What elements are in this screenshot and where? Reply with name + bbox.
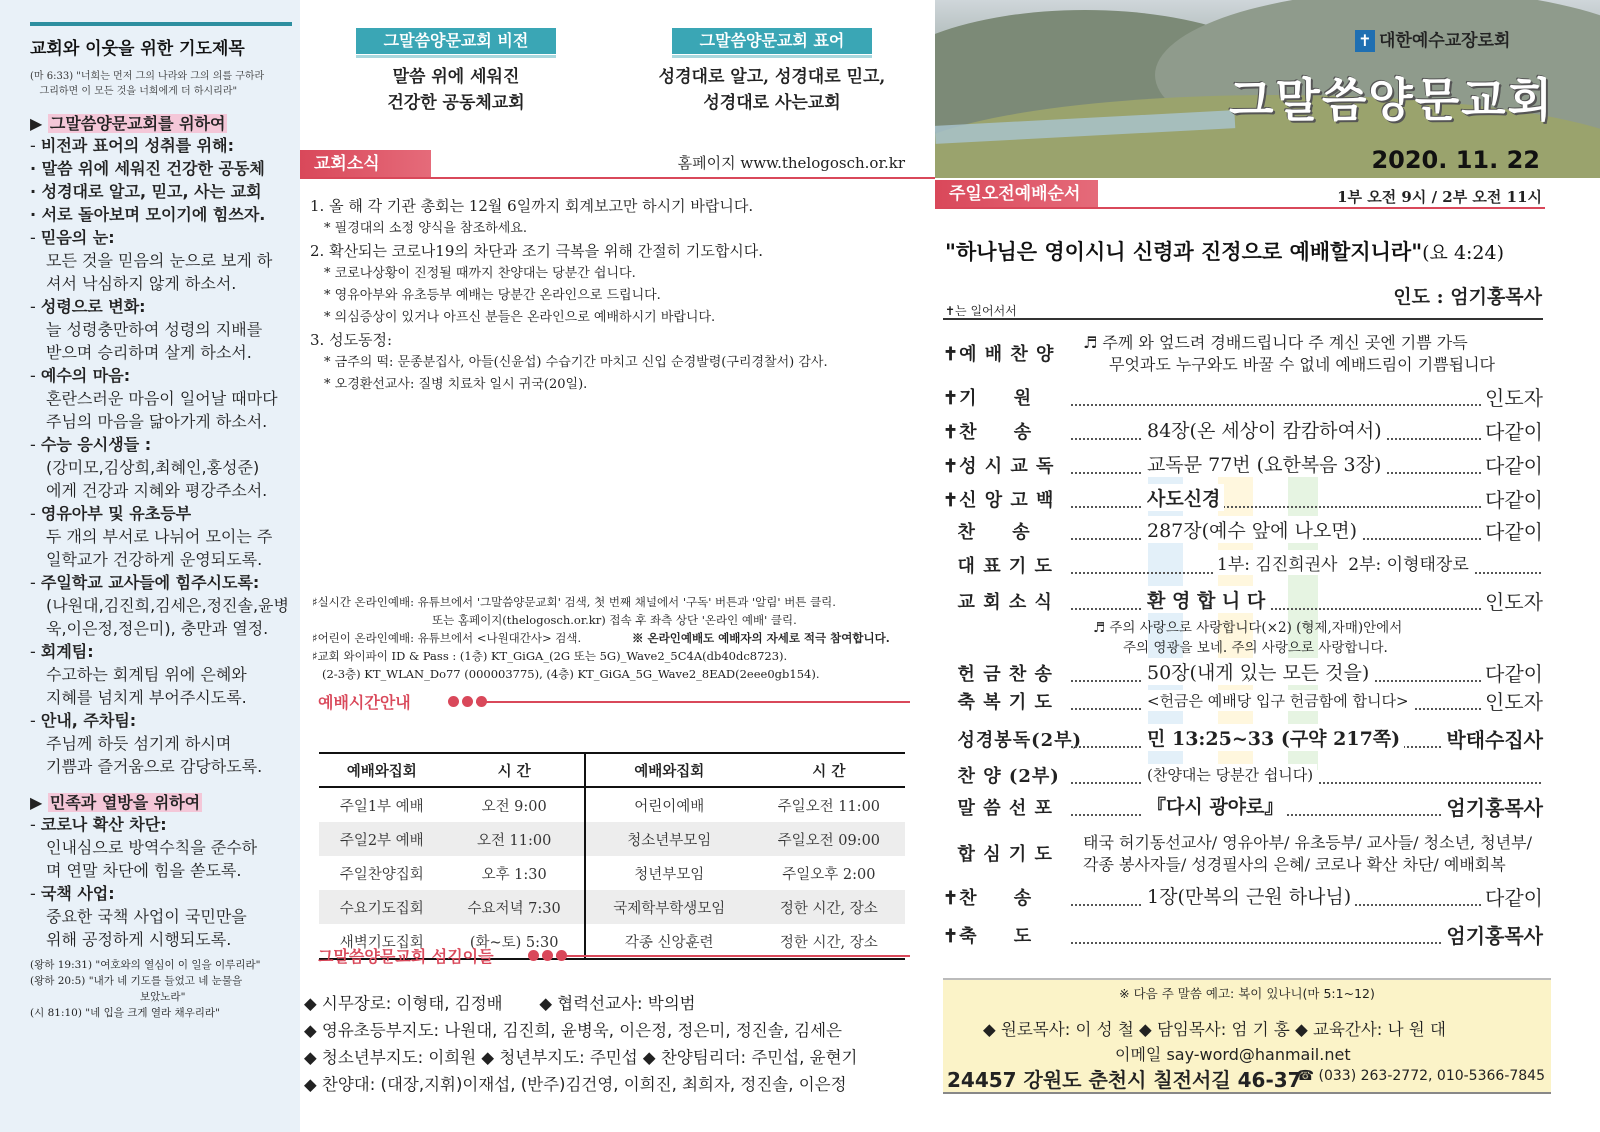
order-label: ✝예 배 찬 양 — [943, 344, 1055, 365]
order-lyric-line: 무엇과도 누구와도 바꿀 수 없네 예배드림이 기쁨됩니다 — [1109, 355, 1496, 374]
order-row — [943, 484, 1543, 518]
order-content: (찬양대는 당분간 쉽니다) — [1143, 764, 1317, 785]
prayer-item-text: · 서로 돌아보며 모이기에 힘쓰자. — [30, 205, 266, 224]
schedule-header: 예배와집회 — [319, 753, 445, 787]
servant-line: ◆ 영유초등부지도: 나원대, 김진희, 윤병욱, 이은정, 정은미, 정진솔, 김세은 — [304, 1021, 842, 1040]
table-row — [319, 890, 905, 924]
order-content: <헌금은 예배당 입구 헌금함에 합니다> — [1143, 690, 1413, 711]
prayer-item-text: 위해 공정하게 시행되도록. — [46, 930, 232, 949]
prayer-item-text: 셔서 낙심하지 않게 하소서. — [46, 274, 237, 293]
order-row — [943, 416, 1543, 450]
order-label: 대 표 기 도 — [943, 556, 1053, 577]
servant-line: ◆ 찬양대: (대장,지휘)이재섭, (반주)김건영, 이희진, 최희자, 정진솔, 이은정 — [304, 1075, 847, 1094]
online-info-line: ♯어린이 온라인예배: 유튜브에서 <나원대간사> 검색. — [312, 631, 582, 645]
order-row — [943, 550, 1543, 584]
order-performer: 다같이 — [1481, 516, 1543, 545]
prayer-item-heading: - 믿음의 눈: — [30, 228, 115, 247]
order-row — [943, 686, 1543, 720]
schedule-table — [319, 752, 905, 960]
prayer-item-text: 중요한 국책 사업이 국민만을 — [46, 907, 247, 926]
prayer-item-heading: - 코로나 확산 차단: — [30, 815, 167, 834]
order-content: 1부: 김진희권사 2부: 이형태장로 — [1213, 550, 1473, 575]
news-divider — [300, 177, 935, 179]
order-performer: 박태수집사 — [1442, 724, 1543, 753]
heading-rule — [476, 701, 910, 703]
prayer-verse: (마 6:33) "너희는 먼저 그의 나라와 그의 의를 구하라 그리하면 이 모든 것을 너희에게 더 하시리라" — [30, 71, 265, 97]
prayer-item-text: · 성경대로 알고, 믿고, 사는 교회 — [30, 182, 262, 201]
motto-text: 성경대로 알고, 성경대로 믿고, 성경대로 사는교회 — [658, 67, 886, 113]
dot-decor — [448, 696, 459, 707]
dotted-leader — [1071, 608, 1541, 610]
schedule-cell: 정한 시간, 장소 — [753, 890, 905, 924]
prayer-item-heading: - 안내, 주차팀: — [30, 711, 137, 730]
table-row — [319, 822, 905, 856]
key-verse: "하나님은 영이시니 신령과 진정으로 예배할지니라"(요 4:24) — [945, 239, 1505, 264]
worship-order — [943, 318, 1543, 948]
order-content: 환 영 합 니 다 — [1143, 586, 1269, 613]
order-label: 찬 양 (2부) — [943, 766, 1060, 787]
dot-decor — [542, 950, 553, 961]
order-label: ✝성 시 교 독 — [943, 456, 1055, 477]
prayer-item-text: (강미모,김상희,최혜인,홍성준) — [46, 458, 260, 477]
prayer-item-text: 에게 건강과 지혜와 평강주소서. — [46, 481, 268, 500]
schedule-cell: 주일오후 2:00 — [782, 866, 876, 883]
servants-list — [304, 990, 924, 1098]
servant-line: ◆ 시무장로: 이형태, 김정배 ◆ 협력선교사: 박의범 — [304, 994, 696, 1013]
order-label: 합 심 기 도 — [943, 844, 1053, 865]
order-lyric-line: ♬ 주의 사랑으로 사랑합니다(×2) (형제,자매)안에서 — [1093, 620, 1403, 636]
church-logo-block — [1229, 22, 1595, 142]
order-content: 287장(예수 앞에 나오면) — [1143, 516, 1361, 543]
foot-verse-line: (왕하 20:5) "내가 네 기도를 들었고 네 눈물을 — [30, 975, 243, 987]
order-label: 헌 금 찬 송 — [943, 664, 1053, 685]
order-performer: 다같이 — [1481, 450, 1543, 479]
schedule-cell: 청년부모임 — [585, 856, 753, 890]
order-row — [943, 328, 1543, 374]
order-content: 『다시 광야로』 — [1143, 792, 1287, 819]
prayer-item-text: 혼란스러운 마음이 일어날 때마다 — [46, 389, 278, 408]
service-divider — [935, 207, 1545, 209]
order-performer: 다같이 — [1481, 882, 1543, 911]
order-lyric-line: 각종 봉사자들/ 성경필사의 은혜/ 코로나 확산 차단/ 예배회복 — [1083, 855, 1506, 874]
phone-numbers: ☎ (033) 263-2772, 010-5366-7845 — [1296, 1068, 1545, 1084]
prayer-item-heading: - 회계팀: — [30, 642, 94, 661]
order-row — [943, 882, 1543, 916]
prayer-item-text: 며 연말 차단에 힘을 쏟도록. — [46, 861, 242, 880]
order-performer: 인도자 — [1481, 586, 1543, 615]
foot-verses — [30, 957, 292, 1021]
schedule-cell: 새벽기도집회 — [319, 924, 445, 959]
prayer-item-heading: - 수능 응시생들 : — [30, 435, 152, 454]
prayer-item-heading: - 국책 사업: — [30, 884, 115, 903]
postal-address: 24457 강원도 춘천시 칠전서길 46-37 — [947, 1068, 1302, 1092]
order-label: 말 씀 선 포 — [943, 798, 1053, 819]
contact-box — [943, 1008, 1551, 1094]
bulletin-date: 2020. 11. 22 — [1371, 146, 1540, 174]
vision-banner: 그말씀양문교회 비전 — [356, 28, 556, 54]
news-item: 3. 성도동정: — [310, 331, 393, 349]
order-label: ✝찬 송 — [943, 888, 1033, 909]
news-subitem: * 코로나상황이 진정될 때까지 찬양대는 당분간 쉽니다. — [324, 266, 636, 281]
motto-banner: 그말씀양문교회 표어 — [672, 28, 872, 54]
schedule-cell: 어린이예배 — [585, 787, 753, 822]
cross-icon: ✝ — [1355, 30, 1375, 52]
prayer-item-heading: - 영유아부 및 유초등부 — [30, 504, 192, 523]
dotted-leader — [1071, 506, 1541, 508]
prayer-item-text: 수고하는 회계팀 위에 은혜와 — [46, 665, 247, 684]
online-worship-info — [312, 593, 922, 683]
stand-note: ✝는 일어서서 — [945, 304, 1017, 318]
prayer-item-heading: - 주일학교 교사들에 힘주시도록: — [30, 573, 260, 592]
prayer-list-nation — [30, 813, 292, 951]
order-column — [935, 0, 1600, 1132]
order-content: 사도신경 — [1143, 484, 1224, 511]
prayer-item-text: 받으며 승리하며 살게 하소서. — [46, 343, 252, 362]
prayer-title: 교회와 이웃을 위한 기도제목 — [30, 22, 292, 59]
order-lyric-line: 태국 허기동선교사/ 영유아부/ 유초등부/ 교사들/ 청소년, 청년부/ — [1083, 833, 1532, 852]
online-info-line: ♯실시간 온라인예배: 유튜브에서 '그말씀양문교회' 검색, 첫 번째 채널에서 '구독' 버튼과 '알림' 버튼 클릭. — [312, 595, 836, 609]
dotted-leader — [1071, 404, 1541, 406]
news-subitem: * 금주의 떡: 문종분집사, 아들(신윤섭) 수습기간 마치고 신입 순경발령(구리경찰서) 감사. — [324, 355, 828, 370]
prayer-item-text: 욱,이은정,정은미), 충만과 열정. — [46, 619, 269, 638]
church-name: 그말씀양문교회 — [1229, 73, 1555, 127]
prayer-item-text: 일학교가 건강하게 운영되도록. — [46, 550, 263, 569]
schedule-cell: 오후 1:30 — [481, 866, 547, 883]
table-row — [319, 787, 905, 822]
order-row — [943, 724, 1543, 758]
order-performer: 인도자 — [1481, 686, 1543, 715]
order-row — [943, 382, 1543, 416]
service-times: 1부 오전 9시 / 2부 오전 11시 — [1337, 188, 1542, 206]
schedule-cell: 주일1부 예배 — [339, 798, 424, 815]
dot-decor — [462, 696, 473, 707]
prayer-item-text: 늘 성령충만하여 성령의 지배를 — [46, 320, 263, 339]
schedule-header: 시 간 — [753, 753, 905, 787]
heading-rule — [556, 955, 910, 957]
schedule-header: 시 간 — [445, 753, 585, 787]
schedule-header: 예배와집회 — [585, 753, 753, 787]
prayer-item-text: 두 개의 부서로 나뉘어 모이는 주 — [46, 527, 273, 546]
schedule-cell: 청소년부모임 — [585, 822, 753, 856]
prayer-item-heading: - 성령으로 변화: — [30, 297, 146, 316]
order-row — [943, 516, 1543, 550]
online-info-line: 또는 홈페이지(thelogosch.or.kr) 접속 후 좌측 상단 '온라인 예배' 클릭. — [432, 613, 797, 627]
order-content: 교독문 77번 (요한복음 3장) — [1143, 450, 1385, 477]
order-label: ✝찬 송 — [943, 422, 1033, 443]
order-label: 성경봉독(2부) — [943, 730, 1083, 751]
order-label: 축 복 기 도 — [943, 692, 1053, 713]
order-content: 84장(온 세상이 캄캄하여서) — [1143, 416, 1386, 443]
schedule-cell: 오전 11:00 — [445, 822, 585, 856]
schedule-cell: 주일2부 예배 — [319, 822, 445, 856]
service-banner: 주일오전예배순서 — [935, 180, 1139, 208]
vision-text: 말씀 위에 세워진 건강한 공동체교회 — [387, 67, 525, 113]
news-banner: 교회소식 — [300, 150, 464, 178]
section-heading-church: ▶ 그말씀양문교회를 위하여 — [30, 114, 226, 133]
news-item: 2. 확산되는 코로나19의 차단과 조기 극복을 위해 간절히 기도합시다. — [310, 242, 764, 260]
online-info-line: ♯교회 와이파이 ID & Pass : (1층) KT_GiGA_(2G 또는 5G)_Wave2_5C4A(db40dc8723). — [312, 649, 788, 663]
prayer-item-text: 주님께 하듯 섬기게 하시며 — [46, 734, 232, 753]
schedule-cell: 수요저녁 7:30 — [445, 890, 585, 924]
homepage-link[interactable]: 홈페이지 www.thelogosch.or.kr — [677, 154, 905, 172]
news-subitem: * 의심증상이 있거나 아프신 분들은 온라인으로 예배하시기 바랍니다. — [324, 310, 716, 325]
schedule-cell: 주일오전 09:00 — [753, 822, 905, 856]
servant-line: ◆ 청소년부지도: 이희원 ◆ 청년부지도: 주민섭 ◆ 찬양팀리더: 주민섭, 윤현기 — [304, 1048, 858, 1067]
prayer-item-text: 기쁨과 즐거움으로 감당하도록. — [46, 757, 263, 776]
order-performer: 다같이 — [1481, 658, 1543, 687]
schedule-cell: 국제학부학생모임 — [585, 890, 753, 924]
prayer-item-text: 인내심으로 방역수칙을 준수하 — [46, 838, 258, 857]
news-item: 1. 올 해 각 기관 총회는 12월 6일까지 회계보고만 하시기 바랍니다. — [310, 197, 754, 215]
order-label: ✝신 앙 고 백 — [943, 490, 1055, 511]
prayer-list-church — [30, 134, 292, 778]
order-label: ✝기 원 — [943, 388, 1033, 409]
table-row — [319, 856, 905, 890]
servants-heading: 그말씀양문교회 섬김이들 — [318, 947, 494, 966]
schedule-cell: 오전 9:00 — [481, 798, 547, 815]
prayer-item-text: (나원대,김진희,김세은,정진솔,윤병 — [46, 596, 289, 615]
order-content: 50장(내게 있는 모든 것을) — [1143, 658, 1373, 685]
order-lyric-line: 주의 영광을 보네. 주의 사랑으로 사랑합니다. — [1123, 640, 1388, 656]
order-label: 찬 송 — [943, 522, 1031, 543]
prayer-item-text: 주님의 마음을 닮아가게 하소서. — [46, 412, 268, 431]
order-performer: 엄기홍목사 — [1442, 792, 1543, 821]
prayer-item-heading: - 예수의 마음: — [30, 366, 131, 385]
email-address[interactable]: 이메일 say-word@hanmail.net — [1115, 1045, 1351, 1064]
order-content: 민 13:25~33 (구약 217쪽) — [1143, 724, 1404, 751]
worship-leader: 인도 : 엄기홍목사 — [1393, 286, 1542, 308]
order-label: 교 회 소 식 — [943, 592, 1053, 613]
online-info-line: ※ 온라인예배도 예배자의 자세로 적극 참여합니다. — [632, 631, 890, 645]
order-row — [943, 450, 1543, 484]
foot-verse-line: (왕하 19:31) "여호와의 열심이 이 일을 이루리라" — [30, 959, 261, 971]
prayer-item-text: · 말씀 위에 세워진 건강한 공동체 — [30, 159, 265, 178]
prayer-column — [0, 0, 300, 1132]
order-row — [943, 920, 1543, 954]
news-list — [310, 195, 920, 396]
prayer-item-text: 모든 것을 믿음의 눈으로 보게 하 — [46, 251, 273, 270]
section-heading-nation: ▶ 민족과 열방을 위하여 — [30, 793, 201, 812]
order-label: ✝축 도 — [943, 926, 1033, 947]
schedule-heading: 예배시간안내 — [318, 693, 411, 712]
prayer-item-text: 지혜를 넘치게 부어주시도록. — [46, 688, 247, 707]
order-row — [943, 792, 1543, 826]
schedule-cell: 각종 신앙훈련 — [585, 924, 753, 959]
schedule-cell: 수요기도집회 — [319, 890, 445, 924]
next-week-preview: ※ 다음 주 말씀 예고: 복이 있나니(마 5:1~12) — [943, 978, 1551, 1008]
schedule-cell: 주일오전 11:00 — [777, 798, 881, 815]
foot-verse-line: 보았노라" — [140, 991, 186, 1003]
order-performer: 엄기홍목사 — [1442, 920, 1543, 949]
news-subitem: * 영유아부와 유초등부 예배는 당분간 온라인으로 드립니다. — [324, 288, 661, 303]
dot-decor — [528, 950, 539, 961]
news-subitem: * 필경대의 소정 양식을 참조하세요. — [324, 221, 527, 236]
schedule-cell: 정한 시간, 장소 — [753, 924, 905, 959]
prayer-item-heading: - 비전과 표어의 성취를 위해: — [30, 136, 234, 155]
denomination-label: ✝ 대한예수교장로회 — [1355, 26, 1510, 52]
order-performer: 다같이 — [1481, 416, 1543, 445]
online-info-line: (2-3층) KT_WLAN_Do77 (000003775), (4층) KT_GiGA_5G_Wave2_8EAD(2eee0gb154). — [322, 667, 820, 681]
order-row — [943, 828, 1543, 874]
order-lyric-line: ♬ 주께 와 엎드려 경배드립니다 주 계신 곳엔 기쁨 가득 — [1083, 333, 1468, 352]
order-performer: 다같이 — [1481, 484, 1543, 513]
foot-verse-line: (시 81:10) "네 입을 크게 열라 채우리라" — [30, 1007, 220, 1019]
news-column — [300, 0, 935, 1132]
order-row — [943, 586, 1543, 656]
order-performer: 인도자 — [1481, 382, 1543, 411]
schedule-cell: (화~토) 5:30 — [445, 924, 585, 959]
news-subitem: * 오경환선교사: 질병 치료차 일시 귀국(20일). — [324, 377, 588, 392]
schedule-cell: 주일찬양집회 — [339, 866, 424, 883]
order-content: 1장(만복의 근원 하나님) — [1143, 882, 1355, 909]
order-row — [943, 760, 1543, 794]
staff-list: ◆ 원로목사: 이 성 철 ◆ 담임목사: 엄 기 홍 ◆ 교육간사: 나 원 대 — [983, 1020, 1446, 1039]
